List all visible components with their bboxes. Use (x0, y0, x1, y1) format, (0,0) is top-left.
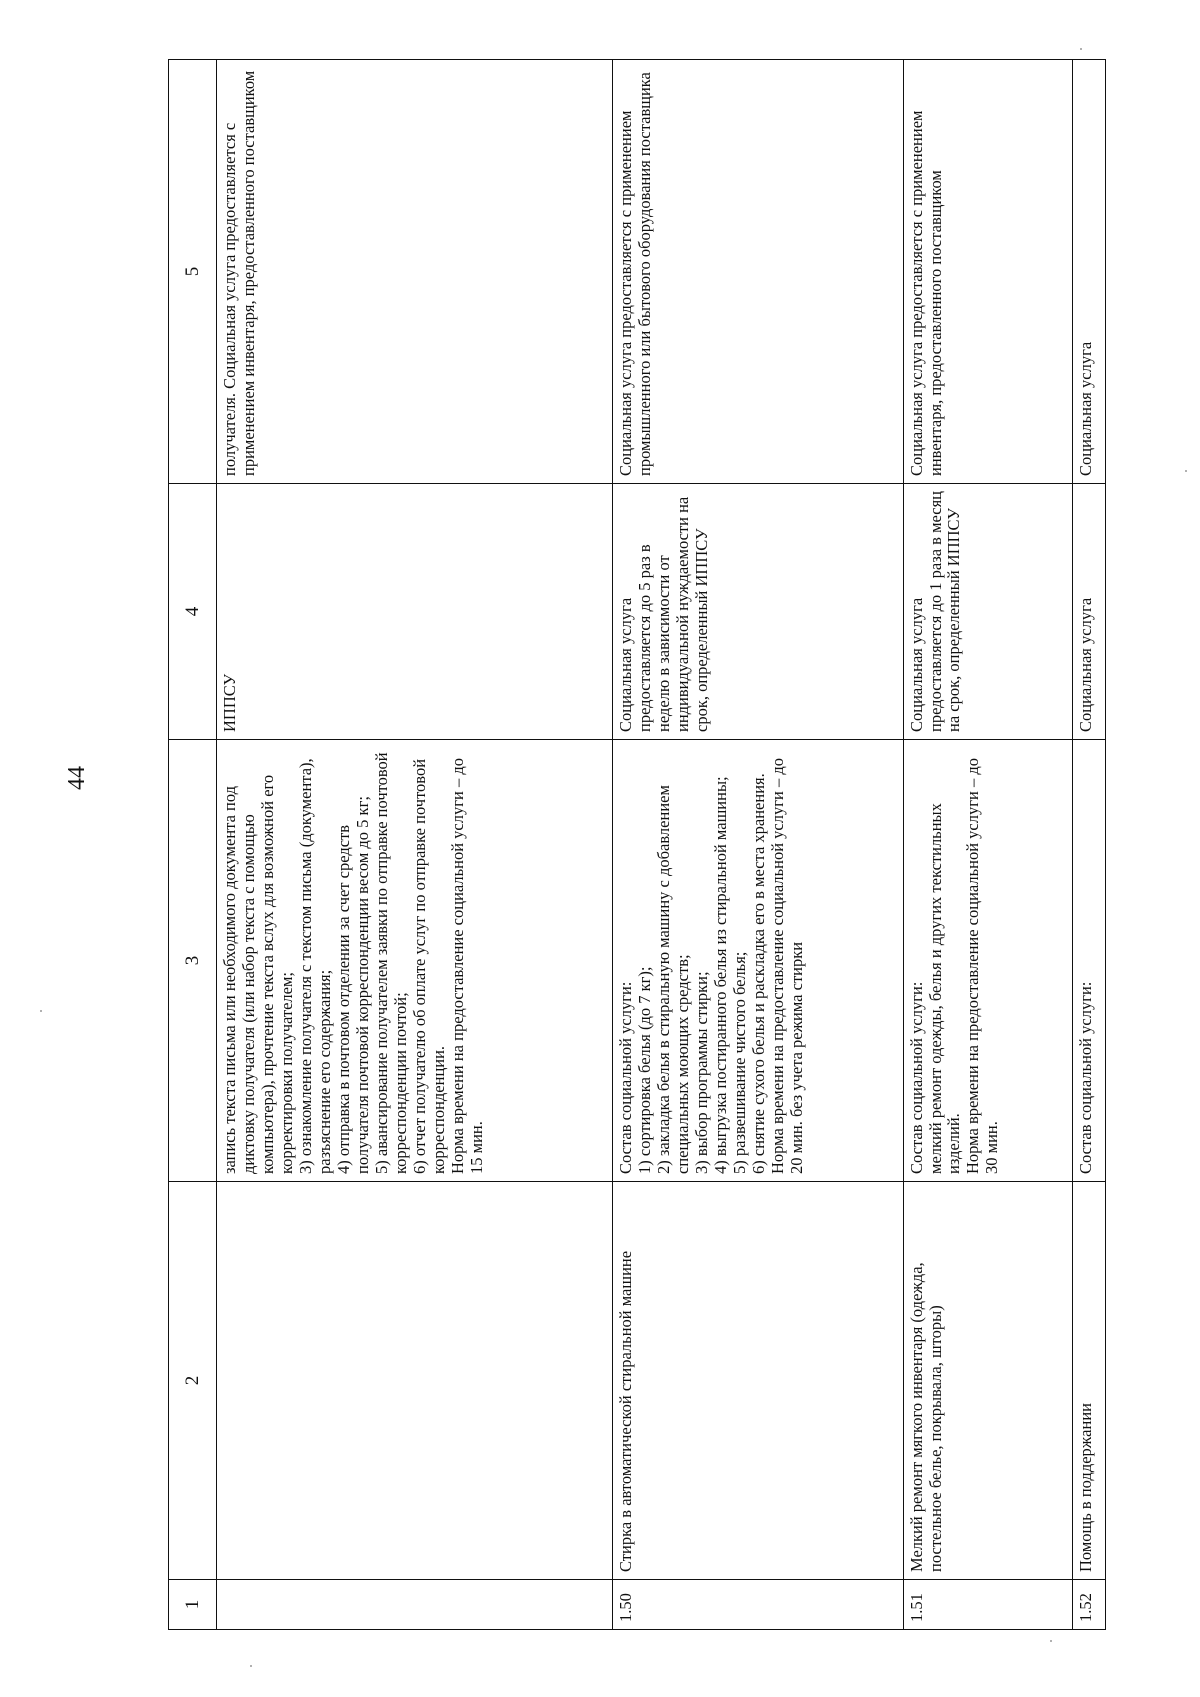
table-row-1-51 (903, 60, 1072, 1630)
service-conditions: Социальная услуга предоставляется с применением промышленного или бытового оборудования поставщика (613, 60, 903, 484)
row-number: 1.51 (903, 1580, 1072, 1630)
service-conditions: Социальная услуга предоставляется с применением инвентаря, предоставленного поставщиком (903, 60, 1072, 484)
service-conditions: Социальная услуга (1072, 60, 1105, 484)
services-table (168, 59, 1106, 1630)
service-content: Состав социальной услуги: (1072, 740, 1105, 1182)
row-number (216, 1580, 613, 1630)
column-header-3: 3 (169, 740, 217, 1182)
service-name: Стирка в автоматической стиральной машине (613, 1182, 903, 1580)
row-number: 1.52 (1072, 1580, 1105, 1630)
scan-speck (1080, 48, 1082, 50)
service-name: Помощь в поддержании (1072, 1182, 1105, 1580)
table-row-1-52 (1072, 60, 1105, 1630)
service-content: Состав социальной услуги: 1) сортировка белья (до 7 кг); 2) закладка белья в стиральную машину с добавлением специальных моющих средств; 3) выбор программы стирки; 4) выгрузка постиранного белья из стиральной машины; 5) развешивание чистого белья; 6) снятие сухого белья и раскладка его в места хранения. Норма времени на предоставление социальной услуги – до 20 мин. без учета режима стирки (613, 740, 903, 1182)
service-frequency: Социальная услуга (1072, 484, 1105, 740)
column-header-1: 1 (169, 1580, 217, 1630)
service-content: запись текста письма или необходимого документа под диктовку получателя (или набор текста с помощью компьютера), прочтение текста вслух для возможной его корректировки получателем; 3) ознакомление получателя с текстом письма (документа), разъяснение его содержания; 4) отправка в почтовом отделении за счет средств получателя почтовой корреспонденции весом до 5 кг; 5) авансирование получателем заявки по отправке почтовой корреспонденции почтой; 6) отчет получателю об оплате услуг по отправке почтовой корреспонденции. Норма времени на предоставление социальной услуги – до 15 мин. (216, 740, 613, 1182)
service-name: Мелкий ремонт мягкого инвентаря (одежда, постельное белье, покрывала, шторы) (903, 1182, 1072, 1580)
column-header-4: 4 (169, 484, 217, 740)
column-header-5: 5 (169, 60, 217, 484)
scan-speck (1050, 1640, 1052, 1642)
service-content: Состав социальной услуги: мелкий ремонт одежды, белья и других текстильных изделий. Норма времени на предоставление социальной услуги – до 30 мин. (903, 740, 1072, 1182)
table-row-1-50 (613, 60, 903, 1630)
row-number: 1.50 (613, 1580, 903, 1630)
service-frequency: ИППСУ (216, 484, 613, 740)
column-header-2: 2 (169, 1182, 217, 1580)
service-conditions: получателя. Социальная услуга предоставляется с применением инвентаря, предоставленного поставщиком (216, 60, 613, 484)
services-table-rotated (168, 60, 1106, 1630)
scan-speck (250, 1665, 252, 1667)
service-frequency: Социальная услуга предоставляется до 5 раз в неделю в зависимости от индивидуальной нуждаемости на срок, определенный ИППСУ (613, 484, 903, 740)
page-number: 44 (64, 766, 90, 790)
scan-speck (40, 1010, 42, 1012)
table-header-row (169, 60, 217, 1630)
scan-speck (1185, 470, 1187, 472)
service-name (216, 1182, 613, 1580)
service-frequency: Социальная услуга предоставляется до 1 раза в месяц на срок, определенный ИППСУ (903, 484, 1072, 740)
table-row-continuation (216, 60, 613, 1630)
